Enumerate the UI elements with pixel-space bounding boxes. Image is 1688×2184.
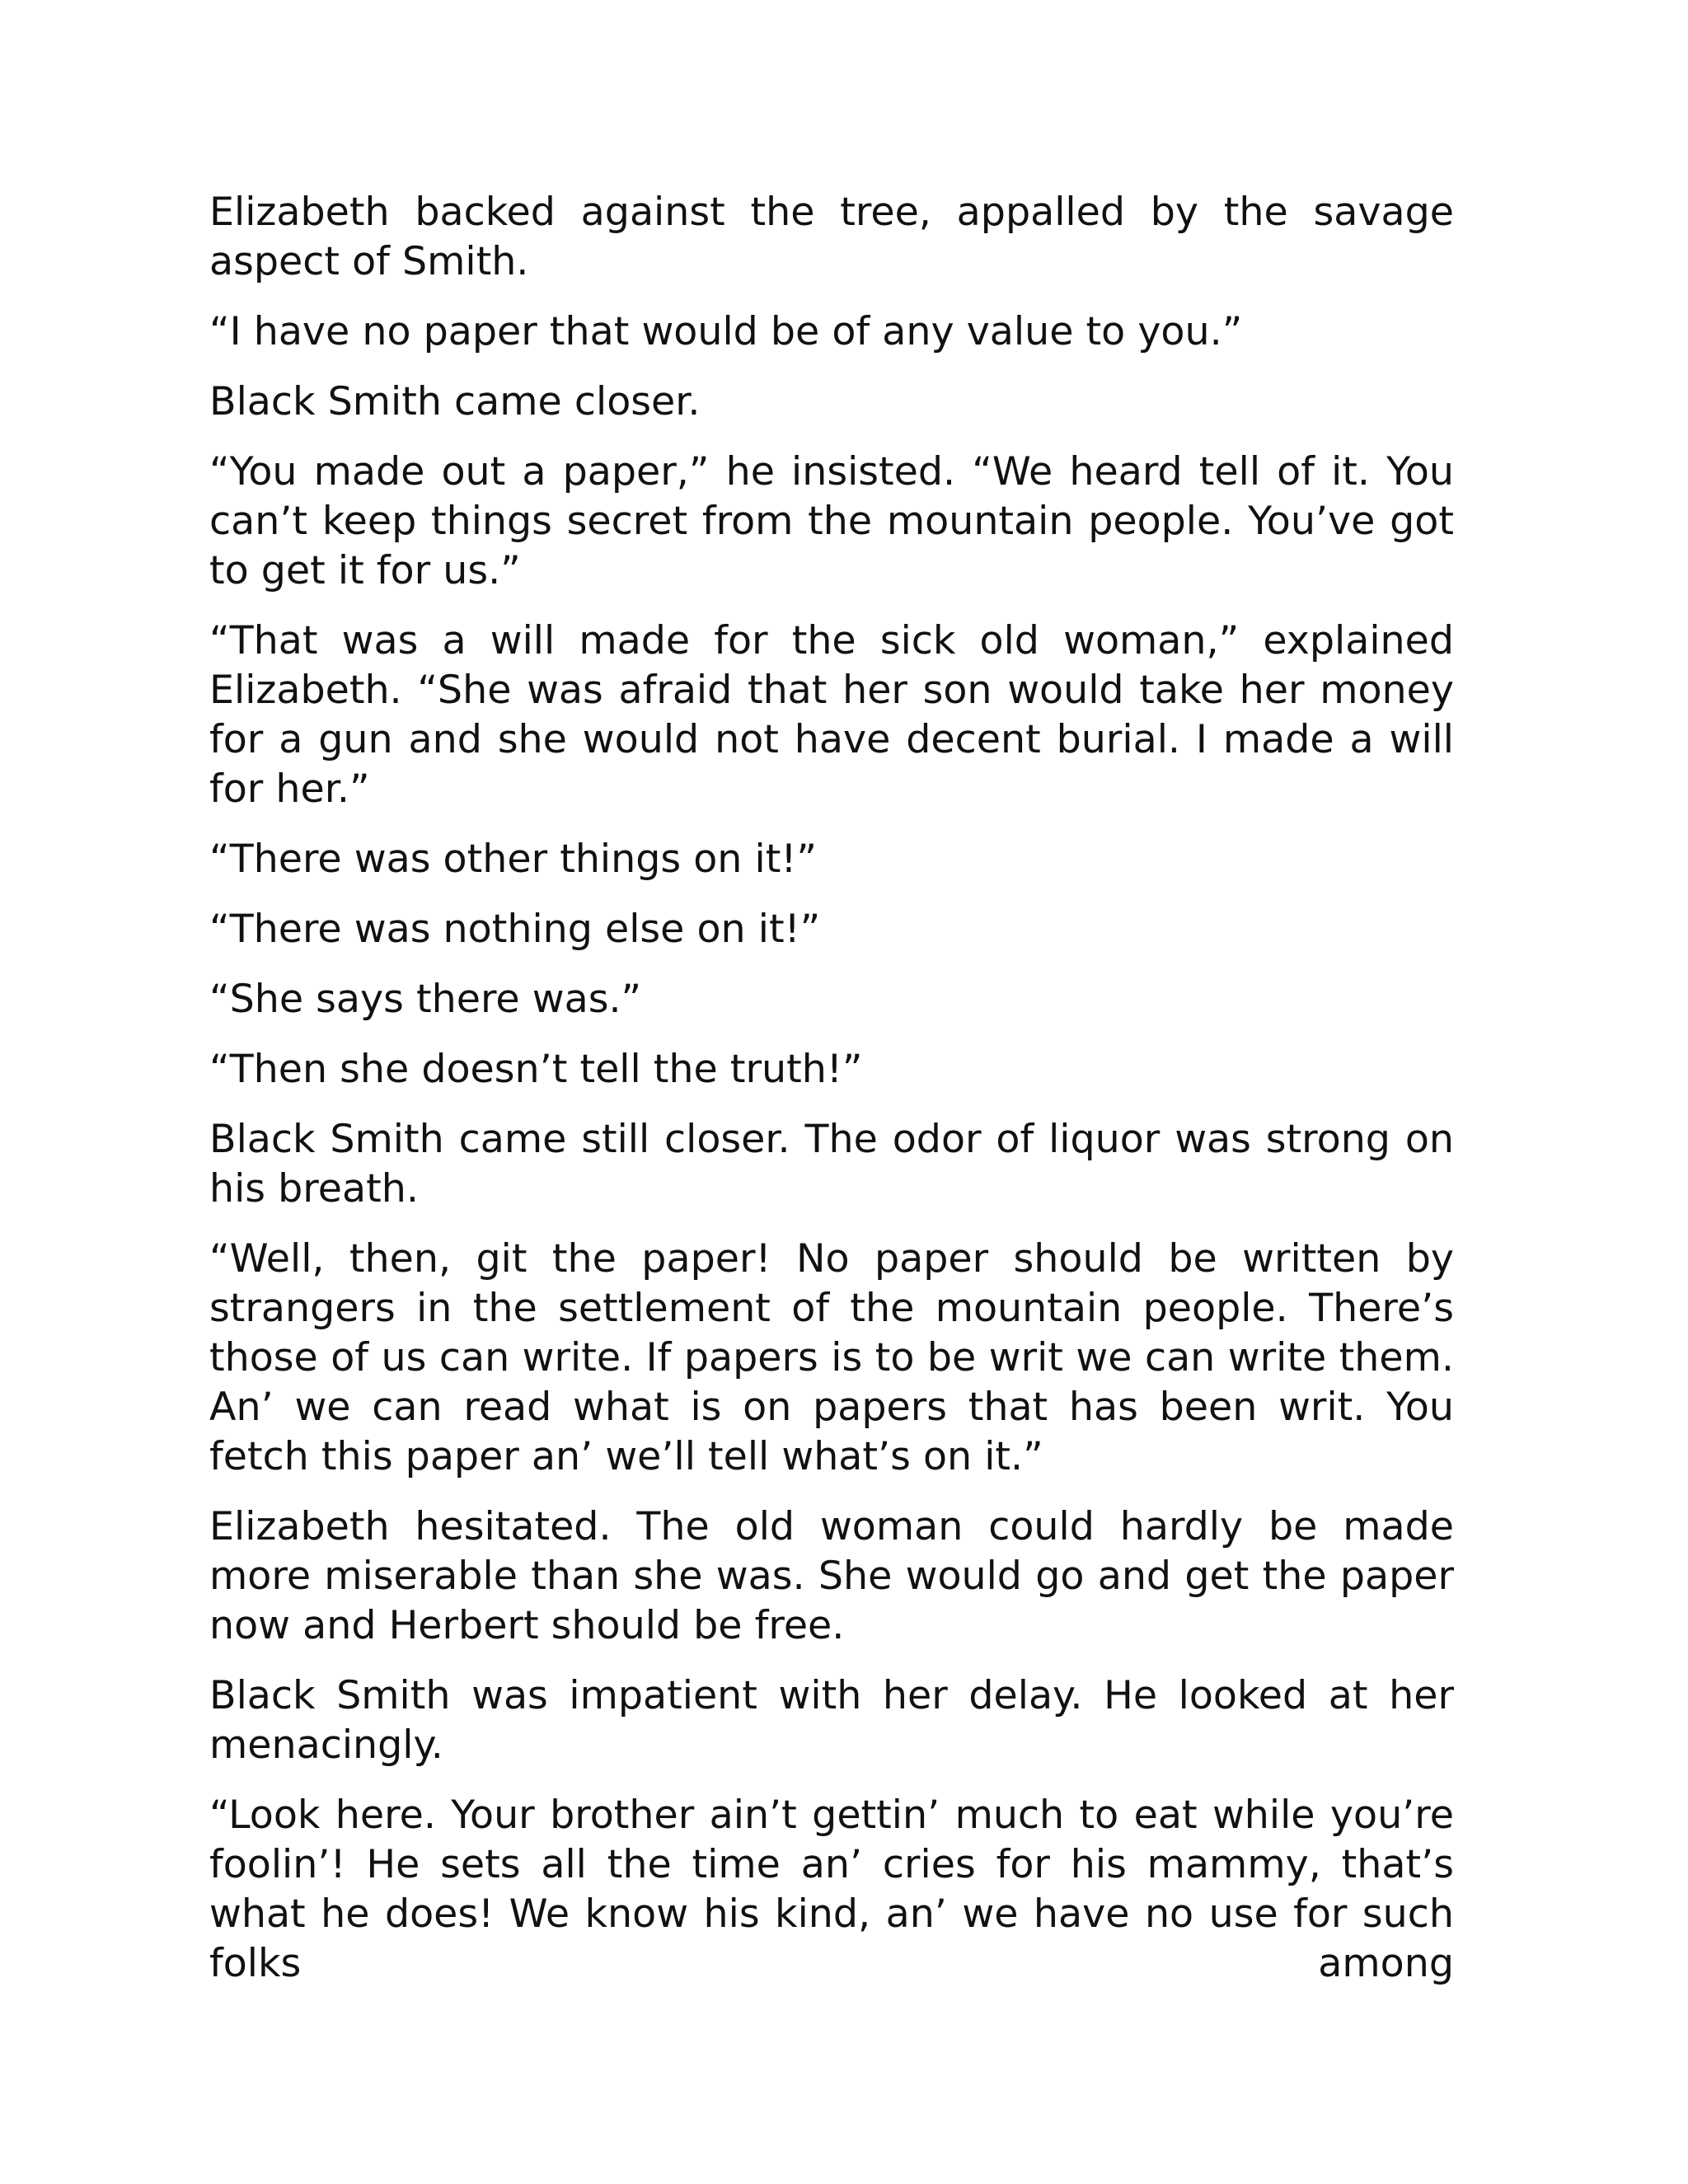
paragraph-9: “Then she doesn’t tell the truth!” (209, 1047, 863, 1092)
paragraph-1: Elizabeth backed against the tree, appalled by the savage aspect of Smith. (209, 190, 1454, 284)
paragraph-11: “Well, then, git the paper! No paper should be written by strangers in the settlement of the mountain people. There’s those of us can write. If papers is to be writ we can write them. An’ we can read what is on papers that has been writ. You fetch this paper an’ we’ll tell what’s on it.” (209, 1236, 1454, 1479)
paragraph-3: Black Smith came closer. (209, 379, 701, 424)
paragraph-5: “That was a will made for the sick old woman,” explained Elizabeth. “She was afraid that her son would take her money for a gun and she would not have decent burial. I made a will for her.” (209, 618, 1454, 812)
paragraph-8: “She says there was.” (209, 977, 642, 1022)
paragraph-6: “There was other things on it!” (209, 837, 817, 882)
paragraph-4: “You made out a paper,” he insisted. “We heard tell of it. You can’t keep things secret from the mountain people. You’ve got to get it for us.” (209, 449, 1454, 593)
paragraph-14: “Look here. Your brother ain’t gettin’ much to eat while you’re foolin’! He sets all the time an’ cries for his mammy, that’s what he does! We know his kind, an’ we have no use for such folks among (209, 1793, 1454, 1986)
page-body (209, 188, 1454, 1989)
paragraph-10: Black Smith came still closer. The odor of liquor was strong on his breath. (209, 1117, 1454, 1212)
paragraph-12: Elizabeth hesitated. The old woman could hardly be made more miserable than she was. She would go and get the paper now and Herbert should be free. (209, 1504, 1454, 1648)
paragraph-2: “I have no paper that would be of any value to you.” (209, 309, 1243, 354)
paragraph-13: Black Smith was impatient with her delay. He looked at her menacingly. (209, 1673, 1454, 1768)
paragraph-7: “There was nothing else on it!” (209, 907, 821, 952)
